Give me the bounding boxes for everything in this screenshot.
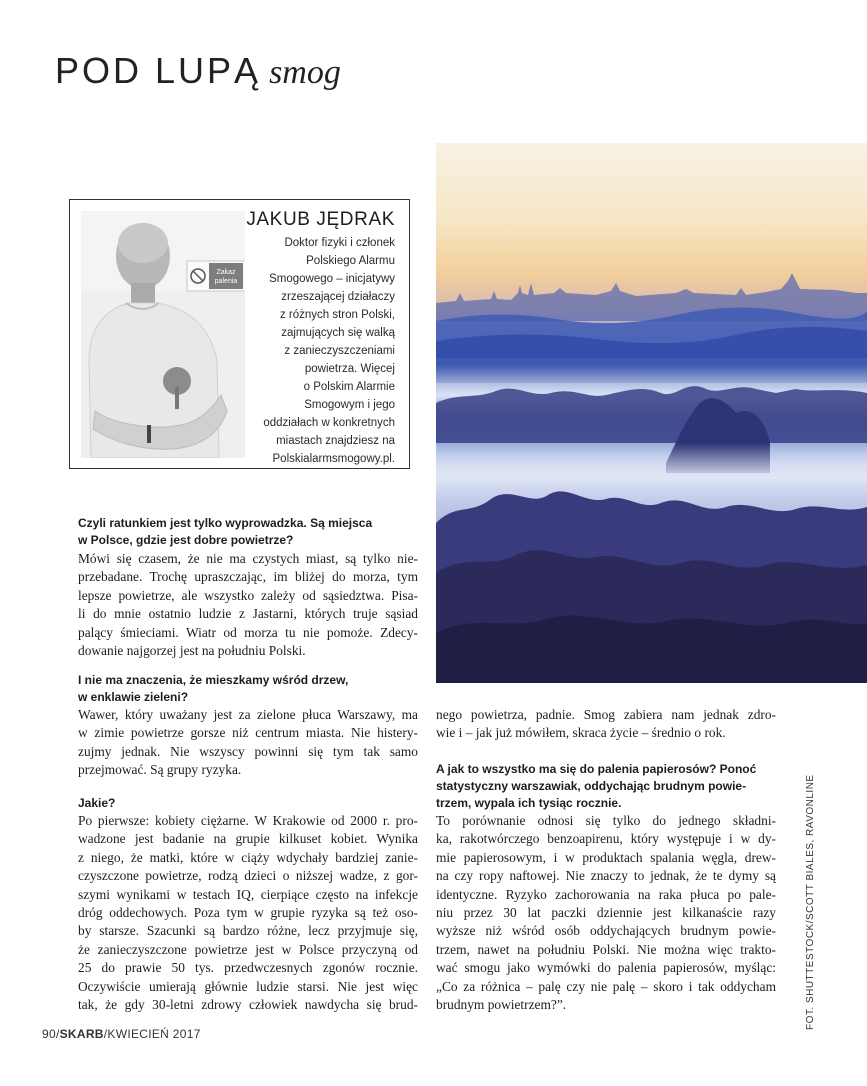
page-number: 90 [42,1027,56,1041]
author-description [230,234,395,468]
text-line: trzem, nawet na południu Polski. Nie można więc trakto- [436,941,776,957]
author-bio-box [69,199,410,469]
text-line: dowanie najgorzej jest na południu Polski. [78,643,306,659]
text-line: 25 do prawie 50 tys. przedwczesnych zgonów rocznie. [78,960,418,976]
bio-line: z zanieczyszczeniami [284,345,395,357]
text-line: „Co za różnica – palę czy nie palę – skoro i tak oddycham [436,978,776,994]
text-line: ka, rakotwórczego benzoapirenu, który występuje i w dy- [436,831,776,847]
answer-4 [436,812,776,1014]
topic-title: smog [269,54,341,91]
page-title [55,50,341,92]
text-line: w zimie powietrze gorsze niż centrum miasta. Nie histery- [78,725,418,741]
bio-line: powietrza. Więcej [304,363,395,375]
author-name: JAKUB JĘDRAK [246,209,395,230]
text-line: Po pierwsze: kobiety ciężarne. W Krakowie od 2000 r. pro- [78,813,418,828]
question-3 [78,795,418,812]
text-line: że zanieczyszczone powietrze jest w Polsce przyczyną od [78,941,418,957]
sign-text-1: Zakaz [216,269,236,276]
bio-line: oddziałach w konkretnych [263,417,395,429]
bio-line: zrzeszającej działaczy [281,291,395,303]
text-line: z niego, że matki, które w ciąży wdychały bardziej zanie- [78,849,418,865]
answer-2 [78,706,418,780]
text-line: niu przez 30 lat paczki dziennie jest kilkanaście razy [436,905,776,921]
text-line: identyczne. Ryzyko zachorowania na raka płuca po pale- [436,886,776,902]
text-line: szymi wynikami w testach IQ, cierpiące często na infekcje [78,886,418,902]
bio-line: o Polskim Alarmie [303,381,395,393]
text-line: wyższe niż wśród osób oddychających brudnym powie- [436,923,776,939]
bio-line: Smogowego – inicjatywy [269,273,395,285]
issue-date: KWIECIEŃ 2017 [107,1027,201,1041]
text-line: Oczywiście umierają głównie ludzie starsi. Nie jest więc [78,978,418,994]
text-line: wie i – jak już mówiłem, skraca życie – średnio o rok. [436,725,726,741]
text-line: nego powietrza, padnie. Smog zabiera nam jednak zdro- [436,707,776,722]
foggy-forest-photo [436,143,867,683]
text-line: zujmy jednak. Nie wszyscy powinni się tym tak samo [78,743,418,759]
question-line: Jakie? [78,796,116,810]
text-line: li do mnie ostatnio ludzie z Jastarni, których truje sąsiad [78,606,418,622]
text-line: by starsze. Szacunki są bardzo różne, lecz przyjmuje się, [78,923,418,939]
page-footer: 90/SKARB/KWIECIEŃ 2017 [42,1027,201,1041]
text-line: palący śmieciami. Wiatr od morza tu nie pomoże. Zdecy- [78,624,418,640]
question-line: w Polsce, gdzie jest dobre powietrze? [78,533,294,547]
bio-line: Polskiego Alarmu [306,255,395,267]
question-line: A jak to wszystko ma się do palenia papierosów? Ponoć [436,762,757,776]
text-line: Wawer, który uważany jest za zielone płuca Warszawy, ma [78,707,418,722]
answer-3 [78,812,418,1014]
answer-3-continued [436,706,776,743]
text-line: na czy ropy naftowej. Nie znaczy to jednak, że te dymy są [436,868,776,884]
text-line: czyszczone powietrze, rodzą dzieci o niższej wadze, z gor- [78,868,418,884]
text-line: wadzone jest badanie na grupie kilkuset kobiet. Wynika [78,831,418,847]
text-line: tak, że gdy 30-letni zdrowy człowiek nawdycha się brud- [78,997,418,1013]
text-line: To porównanie odnosi się tylko do jednego składni- [436,813,776,828]
question-line: Czyli ratunkiem jest tylko wyprowadzka. Są miejsca [78,516,373,530]
question-4 [436,761,776,812]
bio-line: Doktor fizyki i członek [284,237,395,249]
question-1 [78,515,418,549]
question-line: w enklawie zieleni? [78,690,189,704]
text-line: przebadane. Trochę upraszczając, im bliżej do morza, tym [78,569,418,585]
bio-line: Polskialarmsmogowy.pl. [272,453,395,465]
section-title: POD LUPĄ [55,50,262,91]
question-line: I nie ma znaczenia, że mieszkamy wśród drzew, [78,673,349,687]
text-line: brudnym powietrzem?”. [436,997,567,1013]
question-line: statystyczny warszawiak, oddychając brudnym powie- [436,779,747,793]
magazine-name: SKARB [59,1027,104,1041]
bio-line: zajmujących się walką [281,327,395,339]
author-portrait [81,211,245,458]
answer-1 [78,550,418,660]
text-line: dróg oddechowych. Poza tym w grupie ryzyka są też oso- [78,905,418,921]
text-line: Mówi się czasem, że nie ma czystych miast, są tylko nie- [78,551,418,566]
question-line: trzem, wypala ich tysiąc rocznie. [436,796,622,810]
text-line: wać smogu jako wymówki do palenia papierosów, myśląc: [436,960,776,976]
text-line: lepsze powietrze, ale wszystko zależy od sąsiedztwa. Pisa- [78,587,418,603]
question-2 [78,672,418,706]
bio-line: Smogowym i jego [304,399,395,411]
bio-line: miastach znajdziesz na [276,435,395,447]
sign-text-2: palenia [214,278,238,285]
photo-credit: FOT. SHUTTESTOCK/SCOTT BIALES, RAVONLINE [805,774,816,1030]
text-line: przejmować. Są grupy ryzyka. [78,762,242,778]
bio-line: z różnych stron Polski, [279,309,395,321]
text-line: mie papierosowym, i w produktach spalania węgla, drew- [436,849,776,865]
